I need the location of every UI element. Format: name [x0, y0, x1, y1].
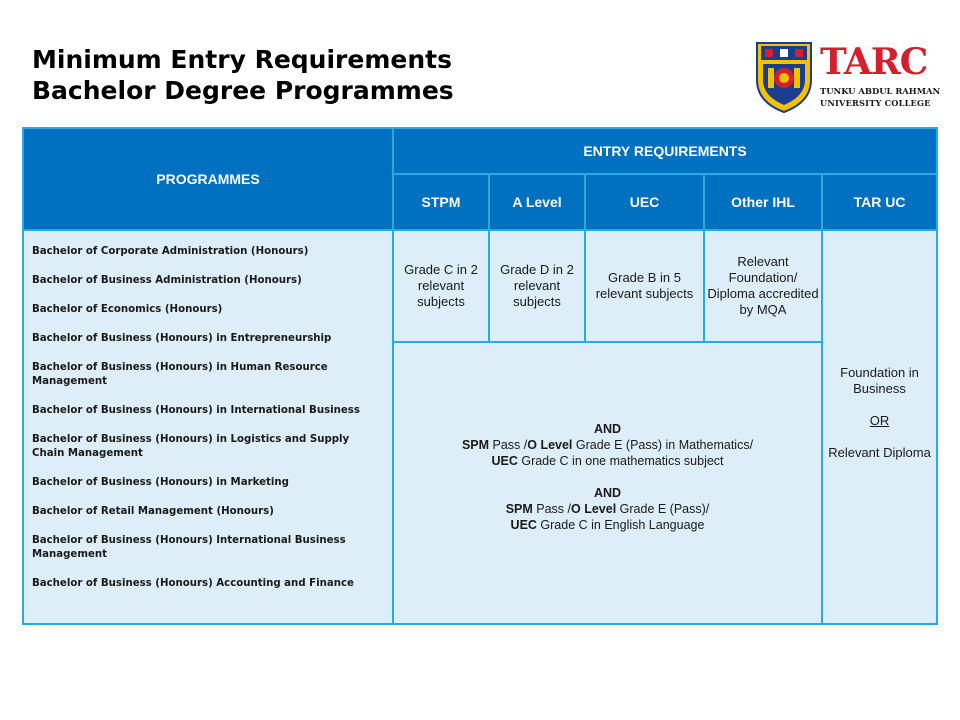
programme-item: Bachelor of Business (Honours) in Entrepreneurship [32, 333, 332, 344]
entry-requirements-header: ENTRY REQUIREMENTS [393, 128, 937, 174]
title-line-2: Bachelor Degree Programmes [32, 76, 454, 105]
column-header-tar-uc: TAR UC [822, 174, 937, 230]
title-line-1: Minimum Entry Requirements [32, 45, 452, 74]
english-requirement-uec: UEC Grade C in English Language [510, 518, 705, 532]
programme-item: Bachelor of Business (Honours) Accounting and Finance [32, 578, 354, 589]
requirement-stpm: Grade C in 2 relevant subjects [393, 230, 489, 342]
requirement-uec: Grade B in 5 relevant subjects [585, 230, 704, 342]
requirement-other-ihl: Relevant Foundation/ Diploma accredited by MQA [704, 230, 822, 342]
tar-uc-foundation: Foundation in Business [840, 365, 919, 396]
programme-item: Bachelor of Business Administration (Honours) [32, 275, 302, 286]
programme-item: Bachelor of Business (Honours) International Business Management [32, 535, 346, 560]
brand-name: TARC [820, 41, 928, 83]
column-header-other-ihl: Other IHL [704, 174, 822, 230]
tar-uc-or: OR [869, 413, 890, 428]
entry-requirements-table [22, 127, 938, 625]
programme-item: Bachelor of Retail Management (Honours) [32, 506, 274, 517]
additional-requirements [393, 342, 822, 624]
programme-item: Bachelor of Business (Honours) in International Business [32, 405, 360, 416]
brand-subtitle-1: TUNKU ABDUL RAHMAN [820, 86, 941, 96]
math-requirement: SPM Pass /O Level Grade E (Pass) in Mathematics/ [461, 438, 754, 452]
programme-item: Bachelor of Business (Honours) in Logistics and Supply Chain Management [32, 434, 350, 459]
and-label: AND [593, 422, 622, 436]
requirement-a-level: Grade D in 2 relevant subjects [489, 230, 585, 342]
column-header-stpm: STPM [393, 174, 489, 230]
programme-item: Bachelor of Corporate Administration (Honours) [32, 246, 309, 257]
programme-item: Bachelor of Business (Honours) in Marketing [32, 477, 289, 488]
university-crest-icon [754, 40, 814, 114]
math-requirement-uec: UEC Grade C in one mathematics subject [491, 454, 724, 468]
english-requirement: SPM Pass /O Level Grade E (Pass)/ [505, 502, 710, 516]
brand-subtitle-2: UNIVERSITY COLLEGE [820, 98, 931, 108]
tar-uc-diploma: Relevant Diploma [828, 445, 931, 460]
column-header-uec: UEC [585, 174, 704, 230]
tarc-logo [754, 40, 941, 114]
requirement-tar-uc [822, 230, 937, 624]
column-header-a-level: A Level [489, 174, 585, 230]
programmes-header: PROGRAMMES [23, 128, 393, 230]
programme-item: Bachelor of Economics (Honours) [32, 304, 223, 315]
programme-item: Bachelor of Business (Honours) in Human Resource Management [32, 362, 328, 387]
page-title [32, 44, 454, 106]
programme-list [23, 230, 393, 624]
and-label: AND [593, 486, 622, 500]
